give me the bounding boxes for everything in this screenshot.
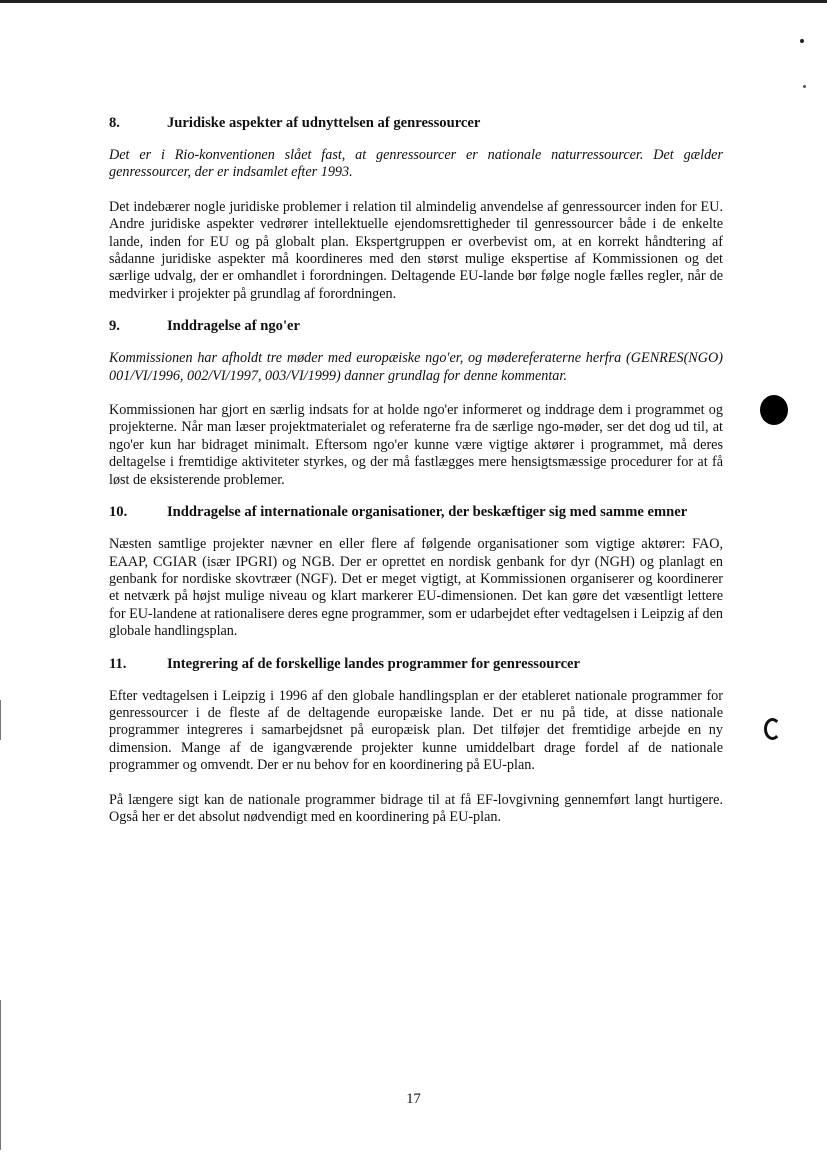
- section-heading: [109, 655, 723, 673]
- punch-hole-mark: [760, 395, 788, 425]
- scan-left-edge-mark: [0, 700, 1, 740]
- section-number: 10.: [109, 504, 128, 521]
- section-number: 9.: [109, 318, 120, 335]
- page-number: 17: [406, 1091, 421, 1107]
- scan-top-edge: [0, 0, 827, 3]
- section-intro: Det er i Rio-konventionen slået fast, at genressourcer er nationale naturressourcer. Det gælder genressourcer, der er indsamlet efter 1993.: [109, 147, 723, 181]
- scan-speck: [803, 85, 806, 88]
- paragraph: Kommissionen har gjort en særlig indsats for at holde ngo'er informeret og inddrage dem i programmet og projekterne. Når man læser projektmaterialet og referaterne fra de særlige ngo-møder, ser det dog ud til, at ngo'er kun har bidraget minimalt. Eftersom ngo'er kunne være vigtige aktører i programmet, må deres deltagelse i fremtidige aktiviteter styrkes, og der må fastlægges mere hensigtsmæssige procedurer for at få løst de eksisterende problemer.: [109, 402, 723, 488]
- scan-left-edge-mark: [0, 1000, 1, 1150]
- section-heading: [109, 503, 723, 521]
- section-heading: [109, 114, 723, 132]
- section-title: Juridiske aspekter af udnyttelsen af genressourcer: [167, 115, 481, 131]
- paragraph: Det indebærer nogle juridiske problemer i relation til almindelig anvendelse af genressourcer inden for EU. Andre juridiske aspekter vedrører intellektuelle ejendomsrettigheder til genressourcer både i de enkelte lande, inden for EU og på globalt plan. Ekspertgruppen er overbevist om, at en korrekt håndtering af sådanne juridiske aspekter må koordineres med den størst mulige ekspertise af Kommissionen og det særlige udvalg, der er omhandlet i forordningen. Deltagende EU-lande bør følge nogle fælles regler, når de medvirker i projekter på grundlag af forordningen.: [109, 198, 723, 302]
- section-heading: [109, 317, 723, 335]
- section-number: 11.: [109, 655, 127, 672]
- section-title: Inddragelse af internationale organisationer, der beskæftiger sig med samme emner: [167, 504, 688, 521]
- paragraph: Efter vedtagelsen i Leipzig i 1996 af den globale handlingsplan er der etableret nationale programmer for genressourcer i de fleste af de deltagende europæiske lande. Det er nu på tide, at disse nationale programmer integreres i samarbejdsnet på europæisk plan. Det tilføjer det fremtidige arbejde en ny dimension. Mange af de igangværende projekter kunne umiddelbart drage fordel af de nationale programmer og omvendt. Der er nu behov for en koordinering på EU-plan.: [109, 687, 723, 774]
- section-title: Inddragelse af ngo'er: [167, 318, 300, 335]
- document-page: [109, 114, 723, 826]
- section-number: 8.: [109, 115, 120, 131]
- paragraph: Næsten samtlige projekter nævner en eller flere af følgende organisationer som vigtige aktører: FAO, EAAP, CGIAR (især IPGRI) og NGB. Der er oprettet en nordisk genbank for dyr (NGH) og planlagt en genbank for nordiske skovtræer (NGF). Det er meget vigtigt, at Kommissionen organiserer og koordinerer et netværk på højst mulige niveau og klart markerer EU-dimensionen. Det kan gøre det væsentligt lettere for EU-landene at rationalisere deres egne programmer, som er udarbejdet efter vedtagelsen i Leipzig af den globale handlingsplan.: [109, 536, 723, 640]
- section-intro: Kommissionen har afholdt tre møder med europæiske ngo'er, og mødereferaterne herfra (GENRES(NGO) 001/VI/1996, 002/VI/1997, 003/VI/1999) danner grundlag for denne kommentar.: [109, 350, 723, 384]
- paragraph: På længere sigt kan de nationale programmer bidrage til at få EF-lovgivning gennemført langt hurtigere. Også her er det absolut nødvendigt med en koordinering på EU-plan.: [109, 791, 723, 825]
- section-title: Integrering af de forskellige landes programmer for genressourcer: [167, 655, 581, 672]
- punch-hole-ring-mark: [764, 718, 781, 740]
- scan-speck: [800, 39, 804, 43]
